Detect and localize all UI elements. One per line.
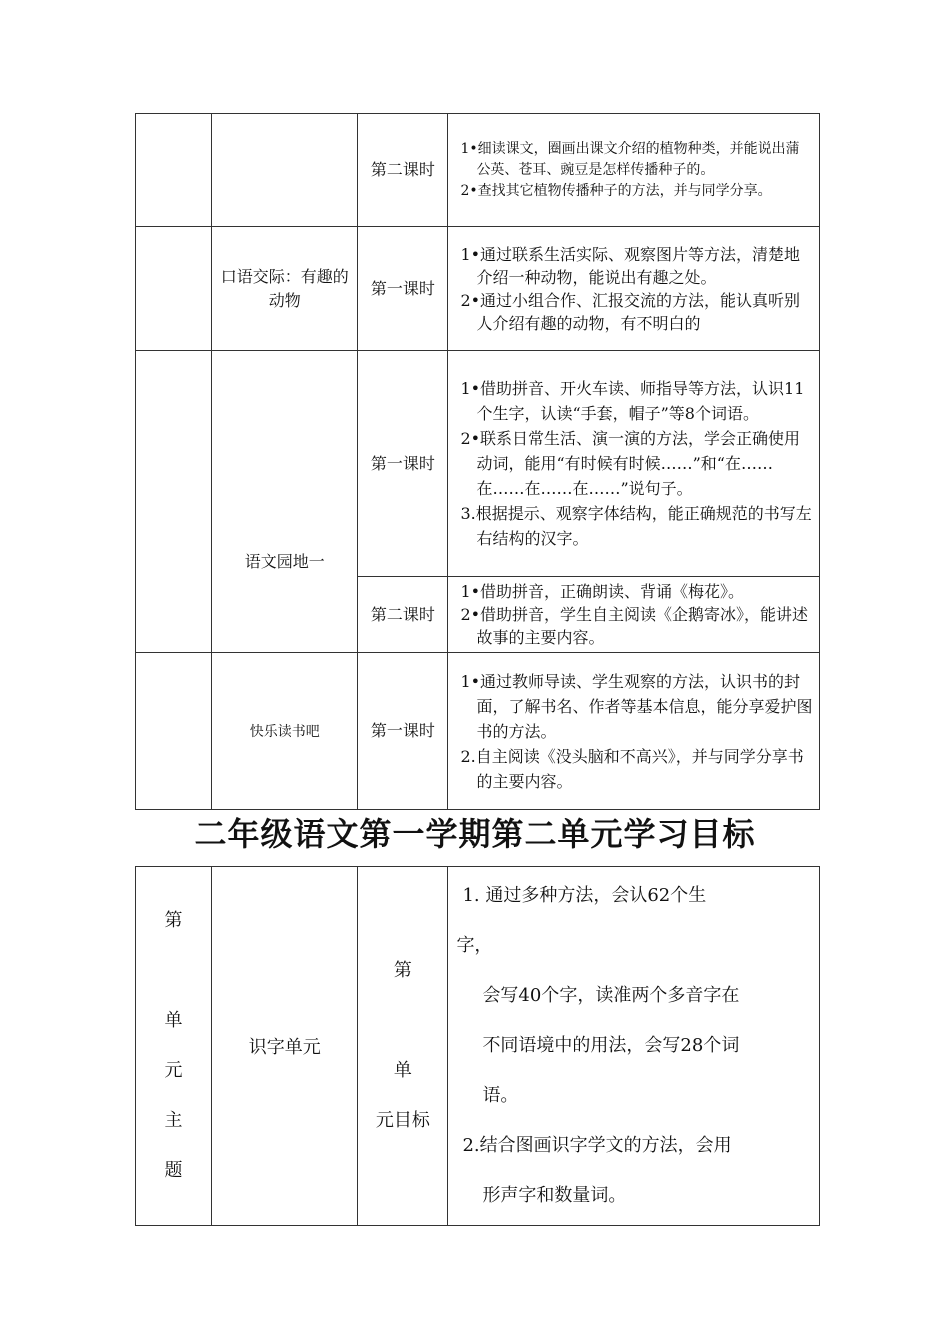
theme-char: 题 xyxy=(164,1160,183,1181)
table-row xyxy=(136,867,820,1226)
goal-line: 字， xyxy=(456,935,493,956)
table-row xyxy=(136,653,820,810)
goal-item: 1•借助拼音，正确朗读、背诵《梅花》。 xyxy=(460,582,745,601)
goal-item: 1•细读课文，圈画出课文介绍的植物种类，并能说出蒲公英、苍耳、豌豆是怎样传播种子的。 xyxy=(460,140,800,178)
goal-item: 2.自主阅读《没头脑和不高兴》，并与同学分享书的主要内容。 xyxy=(460,746,804,791)
empty-cell xyxy=(136,227,212,351)
table-row xyxy=(136,227,820,351)
goal-line: 语。 xyxy=(482,1085,519,1106)
goal-item: 1•通过教师导读、学生观察的方法，认识书的封面，了解书名、作者等基本信息，能分享爱护图书的方法。 xyxy=(460,671,813,741)
period-cell: 第二课时 xyxy=(358,577,448,653)
empty-cell xyxy=(136,653,212,810)
empty-cell xyxy=(136,351,212,653)
goals-cell xyxy=(448,653,820,810)
goals-cell xyxy=(448,577,820,653)
theme-char: 单 xyxy=(164,1010,183,1031)
empty-cell xyxy=(212,114,358,227)
section-cell: 口语交际：有趣的动物 xyxy=(212,227,358,351)
goal-item: 1•借助拼音、开火车读、师指导等方法，认识11个生字，认读“手套，帽子”等8个词语。 xyxy=(460,379,805,423)
theme-gap xyxy=(136,946,211,996)
empty-cell xyxy=(136,114,212,227)
period-cell: 第二课时 xyxy=(358,114,448,227)
goal-item: 2•借助拼音，学生自主阅读《企鹅寄冰》，能讲述故事的主要内容。 xyxy=(460,605,809,647)
table-row xyxy=(136,114,820,227)
unit-theme-cell xyxy=(136,867,212,1226)
goals-cell xyxy=(448,227,820,351)
unit-name-cell: 识字单元 xyxy=(212,867,358,1226)
theme-char: 元 xyxy=(164,1060,183,1081)
goal-item: 2•联系日常生活、演一演的方法，学会正确使用动词，能用“有时候有时候……”和“在……在……在……在……”说句子。 xyxy=(460,429,801,498)
section-cell: 快乐读书吧 xyxy=(212,653,358,810)
unit-target-cell xyxy=(358,867,448,1226)
unit-one-goals-table xyxy=(135,113,820,810)
page-title: 二年级语文第一学期第二单元学习目标 xyxy=(194,815,756,853)
goal-item: 1•通过联系生活实际、观察图片等方法，清楚地介绍一种动物，能说出有趣之处。 xyxy=(460,244,801,287)
theme-char: 主 xyxy=(164,1110,183,1131)
goal-item: 3.根据提示、观察字体结构，能正确规范的书写左右结构的汉字。 xyxy=(460,504,812,548)
target-char: 元目标 xyxy=(375,1110,430,1131)
unit-goals-cell xyxy=(448,867,820,1226)
table-row xyxy=(136,351,820,577)
goal-line: 会写40个字，读准两个多音字在 xyxy=(482,985,740,1006)
goals-cell xyxy=(448,351,820,577)
period-cell: 第一课时 xyxy=(358,351,448,577)
goals-cell xyxy=(448,114,820,227)
target-char: 第 xyxy=(393,960,412,981)
goal-item: 2•查找其它植物传播种子的方法，并与同学分享。 xyxy=(460,182,772,199)
goal-item: 2•通过小组合作、汇报交流的方法，能认真听别人介绍有趣的动物，有不明白的 xyxy=(460,290,801,333)
goal-line: 形声字和数量词。 xyxy=(482,1185,627,1206)
theme-char: 第 xyxy=(164,910,183,931)
section-cell: 语文园地一 xyxy=(212,351,358,653)
target-gap xyxy=(358,996,447,1046)
period-cell: 第一课时 xyxy=(358,227,448,351)
goal-line: 2.结合图画识字学文的方法，会用 xyxy=(462,1135,732,1156)
goal-line: 1. 通过多种方法，会认62个生 xyxy=(462,885,707,906)
target-char: 单 xyxy=(393,1060,412,1081)
period-cell: 第一课时 xyxy=(358,653,448,810)
unit-two-goals-table xyxy=(135,866,820,1226)
goal-line: 不同语境中的用法，会写28个词 xyxy=(482,1035,740,1056)
